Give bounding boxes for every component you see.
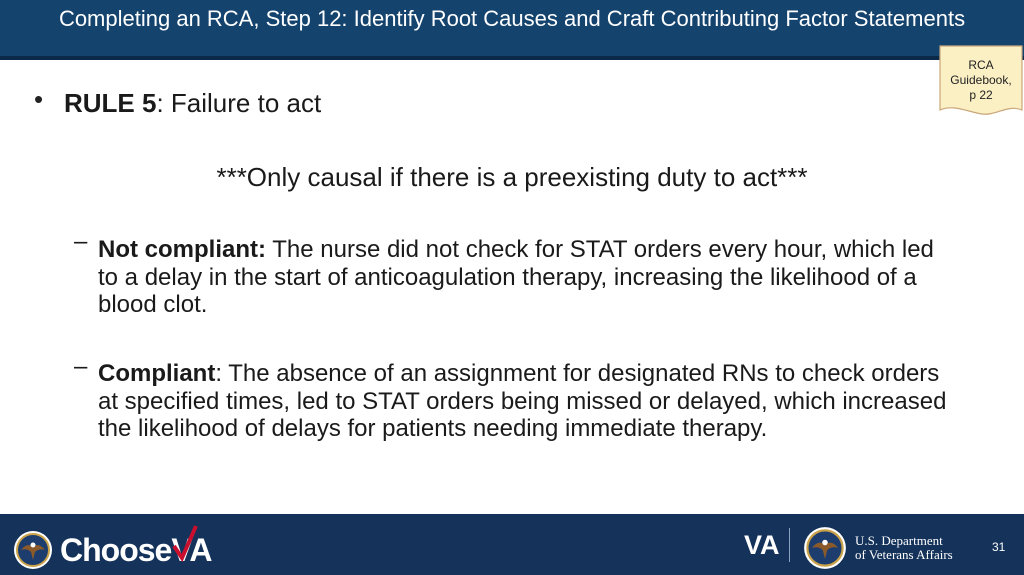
point-not-compliant [98, 236, 958, 319]
point-text: The nurse did not check for STAT orders every hour, which led to a delay in the start of anticoagulation therapy, increasing the likelihood of a blood clot. [98, 236, 934, 318]
rule-text: : Failure to act [156, 88, 322, 118]
va-wordmark: VA [744, 530, 780, 560]
title-bar [0, 0, 1024, 60]
slide-title: Completing an RCA, Step 12: Identify Root Causes and Craft Contributing Factor Statements [58, 6, 966, 31]
guidebook-note [938, 44, 1024, 120]
department-name [855, 534, 953, 562]
page-number: 31 [992, 540, 1006, 554]
va-seal-icon [13, 530, 53, 570]
red-check-icon [170, 524, 200, 564]
note-text [938, 58, 1024, 103]
rule-heading [64, 88, 321, 118]
footer-bar [0, 514, 1024, 575]
choose-text: Choose [60, 532, 172, 568]
point-text: : The absence of an assignment for designated RNs to check orders at specified times, led to STAT orders being missed or delayed, which increased the likelihood of delays for patients needing immediate therapy. [98, 360, 947, 442]
point-label: Not compliant: [98, 236, 266, 263]
dash-icon: – [74, 353, 88, 380]
footer-divider [789, 528, 790, 562]
note-line-2: Guidebook, [950, 73, 1012, 87]
bullet-icon: • [34, 84, 44, 114]
dash-icon: – [74, 228, 88, 255]
point-compliant [98, 360, 958, 443]
note-line-1: RCA [968, 58, 994, 72]
note-line-3: p 22 [969, 88, 993, 102]
va-seal-icon [803, 526, 847, 570]
rule-label: RULE 5 [64, 88, 157, 118]
dept-line-1: U.S. Department [855, 533, 943, 548]
point-label: Compliant [98, 360, 216, 387]
dept-line-2: of Veterans Affairs [855, 547, 953, 562]
callout-text: ***Only causal if there is a preexisting duty to act*** [216, 162, 808, 192]
choose-va-text: VA [171, 532, 212, 568]
